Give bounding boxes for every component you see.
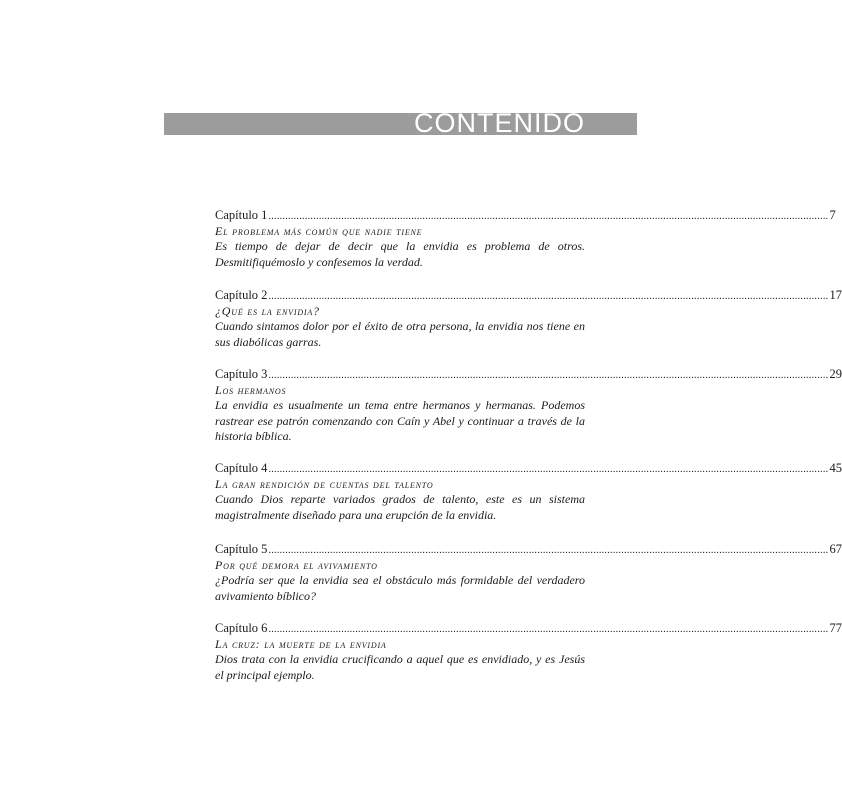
chapter-label: Capítulo 3 (215, 367, 268, 381)
chapter-line[interactable] (215, 367, 842, 382)
dot-leader: ........................................................................................................................................................................................................ (268, 624, 829, 635)
chapter-title: La gran rendición de cuentas del talento (215, 477, 434, 491)
page-number: 45 (829, 461, 842, 475)
chapter-title: Por qué demora el avivamiento (215, 558, 378, 572)
dot-leader: ........................................................................................................................................................................................................ (268, 464, 829, 475)
page-title: CONTENIDO (414, 108, 585, 138)
chapter-title: La cruz: la muerte de la envidia (215, 637, 387, 651)
chapter-line[interactable] (215, 288, 842, 303)
chapter-label: Capítulo 6 (215, 621, 268, 635)
chapter-description: Es tiempo de dejar de decir que la envidia es problema de otros. Desmitifiquémoslo y confesemos la verdad. (215, 239, 585, 269)
chapter-title: El problema más común que nadie tiene (215, 224, 423, 238)
dot-leader: ........................................................................................................................................................................................................ (268, 370, 829, 381)
toc-entry-6 (215, 621, 842, 683)
chapter-label: Capítulo 4 (215, 461, 268, 475)
dot-leader: ........................................................................................................................................................................................................ (268, 211, 829, 222)
page-number: 77 (829, 621, 842, 635)
toc-entry-4 (215, 461, 842, 523)
chapter-description: Dios trata con la envidia crucificando a aquel que es envidiado, y es Jesús el principal ejemplo. (215, 652, 585, 682)
chapter-title: Los hermanos (215, 383, 287, 397)
header-band (164, 108, 637, 138)
toc-entry-2 (215, 288, 842, 350)
chapter-description: Cuando sintamos dolor por el éxito de otra persona, la envidia nos tiene en sus diabólicas garras. (215, 319, 585, 349)
toc-entry-1 (215, 208, 836, 270)
chapter-title: ¿Qué es la envidia? (215, 304, 320, 318)
chapter-description: La envidia es usualmente un tema entre hermanos y hermanas. Podemos rastrear ese patrón comenzando con Caín y Abel y continuar a través de la historia bíblica. (215, 398, 585, 443)
dot-leader: ........................................................................................................................................................................................................ (268, 291, 829, 302)
page-number: 67 (829, 542, 842, 556)
dot-leader: ........................................................................................................................................................................................................ (268, 545, 829, 556)
toc-entry-3 (215, 367, 842, 445)
chapter-label: Capítulo 2 (215, 288, 268, 302)
chapter-label: Capítulo 5 (215, 542, 268, 556)
page-number: 7 (829, 208, 836, 222)
chapter-line[interactable] (215, 208, 836, 223)
chapter-label: Capítulo 1 (215, 208, 268, 222)
chapter-line[interactable] (215, 461, 842, 476)
page-number: 29 (829, 367, 842, 381)
page-number: 17 (829, 288, 842, 302)
chapter-description: ¿Podría ser que la envidia sea el obstáculo más formidable del verdadero avivamiento bíblico? (215, 573, 585, 603)
chapter-description: Cuando Dios reparte variados grados de talento, este es un sistema magistralmente diseñado para una erupción de la envidia. (215, 492, 585, 522)
toc-entry-5 (215, 542, 842, 604)
chapter-line[interactable] (215, 542, 842, 557)
chapter-line[interactable] (215, 621, 842, 636)
